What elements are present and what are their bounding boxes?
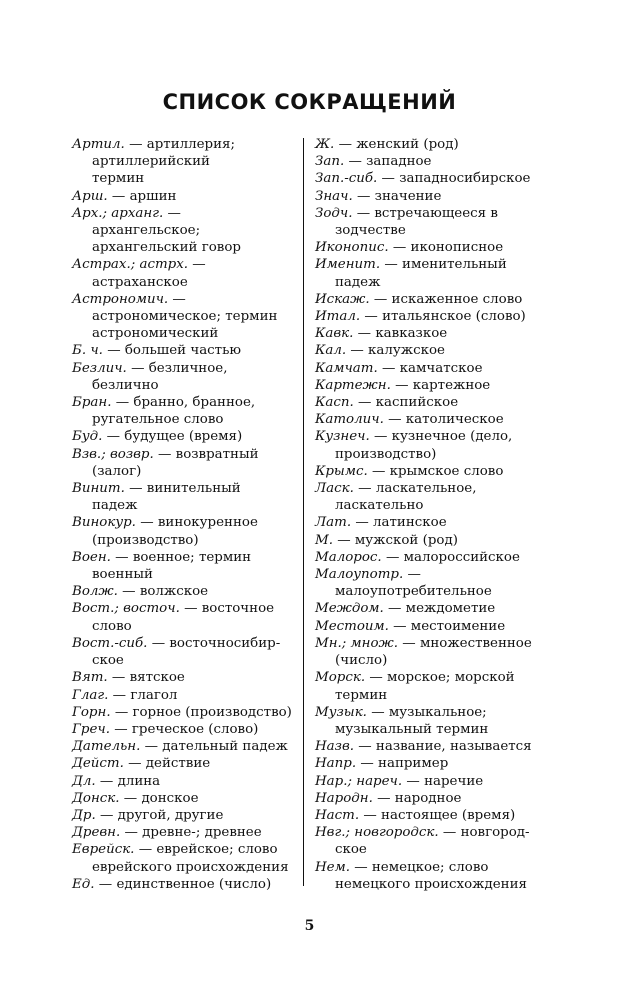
dash-separator: — xyxy=(95,807,118,823)
abbreviation-entry xyxy=(315,480,555,497)
abbreviation-definition: возвратный xyxy=(175,446,259,462)
dash-separator: — xyxy=(365,670,388,686)
abbreviation-term: Зап. xyxy=(315,154,345,170)
abbreviation-definition: новгород- xyxy=(460,825,530,841)
abbreviation-term: Вят. xyxy=(72,670,108,686)
dash-separator: — xyxy=(377,360,400,376)
dash-separator: — xyxy=(366,704,389,720)
abbreviation-entry xyxy=(315,308,555,325)
abbreviation-term: Глаг. xyxy=(72,687,109,703)
dash-separator: — xyxy=(438,825,461,841)
dash-separator: — xyxy=(369,291,392,307)
abbreviation-term: Местоим. xyxy=(315,618,389,634)
abbreviation-definition: встречающееся в xyxy=(374,205,498,221)
abbreviation-term: Нвг.; новгородск. xyxy=(315,825,439,841)
abbreviation-definition: греческое (слово) xyxy=(131,721,259,737)
dash-separator: — xyxy=(120,825,143,841)
abbreviation-entry xyxy=(72,136,294,153)
abbreviation-definition-continued: еврейского происхождения xyxy=(92,859,289,875)
abbreviation-term: Воен. xyxy=(72,549,111,565)
abbreviation-entry xyxy=(72,600,294,617)
abbreviation-definition-continued: ское xyxy=(92,653,124,669)
dash-separator: — xyxy=(388,618,411,634)
abbreviation-definition: действие xyxy=(145,756,211,772)
dash-separator: — xyxy=(124,481,147,497)
abbreviation-term: Арш. xyxy=(72,188,108,204)
abbreviation-entry xyxy=(315,566,555,583)
abbreviation-definition: например xyxy=(378,756,449,772)
abbreviation-entry xyxy=(72,514,294,531)
page-title: СПИСОК СОКРАЩЕНИЙ xyxy=(162,90,457,114)
abbreviation-definition: латинское xyxy=(373,515,447,531)
abbreviation-definition: итальянское (слово) xyxy=(382,309,526,325)
abbreviation-entry xyxy=(315,859,555,876)
abbreviation-entry xyxy=(72,256,294,273)
abbreviation-entry xyxy=(315,411,555,428)
abbreviation-definition: немецкое; слово xyxy=(371,859,489,875)
abbreviation-term: Народн. xyxy=(315,790,373,806)
abbreviation-definition: морское; морской xyxy=(387,670,515,686)
abbreviation-entry xyxy=(315,239,555,256)
dash-separator: — xyxy=(179,601,202,617)
abbreviation-term: Др. xyxy=(72,807,96,823)
dash-separator: — xyxy=(188,257,206,273)
abbreviation-term: Арх.; арханг. xyxy=(72,205,164,221)
abbreviation-entry xyxy=(315,600,555,617)
abbreviation-term: Астрах.; астрх. xyxy=(72,257,189,273)
abbreviation-entry xyxy=(72,773,294,790)
abbreviation-definition: донское xyxy=(141,790,199,806)
column-divider xyxy=(303,138,304,886)
abbreviation-entry xyxy=(315,205,555,222)
abbreviation-definition: музыкальное; xyxy=(388,704,487,720)
abbreviation-definition-continued: производство) xyxy=(335,446,437,462)
abbreviation-entry xyxy=(72,188,294,205)
abbreviation-definition: вятское xyxy=(129,670,185,686)
abbreviation-entry xyxy=(72,790,294,807)
abbreviation-entry xyxy=(315,360,555,377)
abbreviation-entry xyxy=(72,876,294,893)
abbreviation-entry xyxy=(315,291,555,308)
abbreviation-definition: настоящее (время) xyxy=(381,807,516,823)
dash-separator: — xyxy=(109,721,132,737)
dash-separator: — xyxy=(346,343,369,359)
abbreviation-term: Вост.-сиб. xyxy=(72,635,148,651)
dash-separator: — xyxy=(390,377,413,393)
abbreviation-definition-continued: архангельское; xyxy=(92,223,201,239)
dash-separator: — xyxy=(383,601,406,617)
abbreviation-entry xyxy=(72,360,294,377)
abbreviation-term: Вост.; восточ. xyxy=(72,601,180,617)
abbreviation-definition: кавказкое xyxy=(375,326,448,342)
abbreviation-definition: каспийское xyxy=(375,395,459,411)
abbreviation-definition-continued: ское xyxy=(335,842,367,858)
abbreviation-definition-continued: архангельский говор xyxy=(92,240,241,256)
abbreviation-definition-continued: термин xyxy=(335,687,388,703)
abbreviation-definition: народное xyxy=(394,790,462,806)
abbreviation-term: Древн. xyxy=(72,825,121,841)
abbreviation-definition-continued: ругательное слово xyxy=(92,412,224,428)
dash-separator: — xyxy=(353,395,376,411)
abbreviation-definition-continued: (залог) xyxy=(92,463,142,479)
abbreviation-term: Малорос. xyxy=(315,549,382,565)
abbreviation-definition: мужской (род) xyxy=(354,532,458,548)
abbreviation-definition: калужское xyxy=(368,343,445,359)
abbreviation-definition: другой, другие xyxy=(117,807,224,823)
abbreviation-definition: кузнечное (дело, xyxy=(391,429,513,445)
abbreviation-entry xyxy=(315,377,555,394)
abbreviation-definition: еврейское; слово xyxy=(156,842,278,858)
abbreviation-definition-continued: астраханское xyxy=(92,274,188,290)
dash-separator: — xyxy=(134,842,157,858)
abbreviation-term: Иконопис. xyxy=(315,240,389,256)
abbreviation-entry xyxy=(315,635,555,652)
abbreviation-definition: женский (род) xyxy=(356,137,459,152)
dash-separator: — xyxy=(94,876,117,892)
abbreviation-term: Волж. xyxy=(72,584,118,600)
abbreviation-entry xyxy=(315,188,555,205)
abbreviation-entry xyxy=(315,549,555,566)
dash-separator: — xyxy=(388,240,411,256)
dash-separator: — xyxy=(153,446,176,462)
abbreviation-term: Католич. xyxy=(315,412,384,428)
dash-separator: — xyxy=(332,532,355,548)
abbreviation-definition: наречие xyxy=(424,773,484,789)
abbreviation-entry xyxy=(315,807,555,824)
abbreviation-definition-continued: (число) xyxy=(335,653,388,669)
abbreviation-definition: местоимение xyxy=(410,618,506,634)
dash-separator: — xyxy=(381,549,404,565)
abbreviation-definition-continued: астрономический xyxy=(92,326,219,342)
abbreviation-definition-continued: малоупотребительное xyxy=(335,584,492,600)
abbreviation-definition: волжское xyxy=(139,584,209,600)
abbreviation-entry xyxy=(315,514,555,531)
abbreviation-entry xyxy=(72,704,294,721)
abbreviation-definition: название, называется xyxy=(375,739,532,755)
abbreviation-term: Камчат. xyxy=(315,360,378,376)
abbreviation-entry xyxy=(315,704,555,721)
abbreviation-definition: множественное xyxy=(419,635,532,651)
dash-separator: — xyxy=(102,429,125,445)
abbreviation-entry xyxy=(315,618,555,635)
abbreviation-term: Искаж. xyxy=(315,291,370,307)
abbreviation-column-left xyxy=(72,136,294,893)
dash-separator: — xyxy=(377,171,400,187)
abbreviation-term: Донск. xyxy=(72,790,120,806)
dash-separator: — xyxy=(334,137,357,152)
abbreviation-entry xyxy=(315,342,555,359)
dash-separator: — xyxy=(147,635,170,651)
abbreviation-definition: единственное (число) xyxy=(116,876,272,892)
abbreviation-entry xyxy=(72,291,294,308)
abbreviation-definition: западносибирское xyxy=(399,171,531,187)
abbreviation-definition-continued: падеж xyxy=(92,498,138,514)
abbreviation-definition-continued: военный xyxy=(92,567,153,583)
abbreviation-term: Дл. xyxy=(72,773,96,789)
dash-separator: — xyxy=(352,205,375,221)
abbreviation-definition: длина xyxy=(117,773,161,789)
abbreviation-entry xyxy=(315,428,555,445)
abbreviation-definition-continued: термин xyxy=(92,171,145,187)
dash-separator: — xyxy=(351,515,374,531)
dash-separator: — xyxy=(117,584,140,600)
dash-separator: — xyxy=(95,773,118,789)
page-number: 5 xyxy=(304,918,315,934)
abbreviation-definition: междометие xyxy=(405,601,496,617)
abbreviation-term: Б. ч. xyxy=(72,343,103,359)
abbreviation-entry xyxy=(315,170,555,187)
dash-separator: — xyxy=(402,773,425,789)
dash-separator: — xyxy=(344,154,367,170)
abbreviation-term: Напр. xyxy=(315,756,357,772)
abbreviation-definition: восточное xyxy=(201,601,275,617)
abbreviation-entry xyxy=(72,394,294,411)
dash-separator: — xyxy=(398,635,420,651)
abbreviation-term: Буд. xyxy=(72,429,103,445)
abbreviation-term: Крымс. xyxy=(315,463,368,479)
abbreviation-definition-continued: артиллерийский xyxy=(92,154,210,170)
abbreviation-definition: глагол xyxy=(130,687,178,703)
abbreviation-definition: восточносибир- xyxy=(169,635,281,651)
abbreviation-entry xyxy=(72,446,294,463)
abbreviation-entry xyxy=(72,824,294,841)
abbreviation-term: Греч. xyxy=(72,721,110,737)
dash-separator: — xyxy=(360,309,383,325)
abbreviation-definition-continued: немецкого происхождения xyxy=(335,876,527,892)
abbreviation-definition: иконописное xyxy=(410,240,504,256)
abbreviation-entry xyxy=(72,428,294,445)
abbreviation-entry xyxy=(72,480,294,497)
dash-separator: — xyxy=(354,739,376,755)
abbreviation-definition: католическое xyxy=(405,412,504,428)
abbreviation-entry xyxy=(315,325,555,342)
abbreviation-term: Артил. xyxy=(72,137,125,152)
abbreviation-entry xyxy=(315,755,555,772)
dash-separator: — xyxy=(367,463,390,479)
abbreviation-entry xyxy=(72,205,294,222)
dash-separator: — xyxy=(168,291,186,307)
abbreviation-term: Винит. xyxy=(72,481,125,497)
abbreviation-entry xyxy=(72,738,294,755)
abbreviation-definition: именительный xyxy=(402,257,507,273)
abbreviation-term: Касп. xyxy=(315,395,354,411)
abbreviation-entry xyxy=(315,394,555,411)
abbreviation-entry xyxy=(315,773,555,790)
abbreviation-entry xyxy=(315,532,555,549)
abbreviation-definition-continued: падеж xyxy=(335,274,381,290)
abbreviation-term: М. xyxy=(315,532,333,548)
dash-separator: — xyxy=(359,807,382,823)
abbreviation-entry xyxy=(315,790,555,807)
abbreviation-entry xyxy=(315,824,555,841)
abbreviation-definition: дательный падеж xyxy=(162,739,288,755)
dash-separator: — xyxy=(108,687,131,703)
dash-separator: — xyxy=(107,188,130,204)
abbreviation-definition: винительный xyxy=(146,481,241,497)
abbreviation-definition-continued: ласкательно xyxy=(335,498,424,514)
abbreviation-definition: горное (производство) xyxy=(132,704,292,720)
abbreviation-definition-continued: (производство) xyxy=(92,532,199,548)
abbreviation-term: Кавк. xyxy=(315,326,354,342)
abbreviation-entry xyxy=(72,721,294,738)
dash-separator: — xyxy=(140,739,163,755)
abbreviation-term: Именит. xyxy=(315,257,381,273)
abbreviation-definition: безличное, xyxy=(148,360,228,376)
dash-separator: — xyxy=(383,412,406,428)
abbreviation-entry xyxy=(72,549,294,566)
abbreviation-term: Музык. xyxy=(315,704,367,720)
abbreviation-entry xyxy=(72,841,294,858)
abbreviation-definition: древне-; древнее xyxy=(142,825,262,841)
abbreviation-definition: западное xyxy=(366,154,432,170)
abbreviation-term: Кал. xyxy=(315,343,347,359)
abbreviation-term: Лат. xyxy=(315,515,352,531)
abbreviation-term: Наст. xyxy=(315,807,360,823)
dash-separator: — xyxy=(110,549,133,565)
abbreviation-term: Винокур. xyxy=(72,515,136,531)
abbreviation-term: Горн. xyxy=(72,704,111,720)
dash-separator: — xyxy=(349,859,372,875)
abbreviation-definition-continued: слово xyxy=(92,618,132,634)
abbreviation-definition: значение xyxy=(374,188,442,204)
dash-separator: — xyxy=(369,429,392,445)
dash-separator: — xyxy=(107,670,130,686)
abbreviation-term: Междом. xyxy=(315,601,384,617)
abbreviation-term: Назв. xyxy=(315,739,355,755)
abbreviation-term: Ласк. xyxy=(315,481,354,497)
abbreviation-definition-continued: безлично xyxy=(92,377,159,393)
abbreviation-entry xyxy=(72,807,294,824)
abbreviation-definition: артиллерия; xyxy=(146,137,236,152)
abbreviation-definition: ласкательное, xyxy=(375,481,477,497)
abbreviation-definition: будущее (время) xyxy=(124,429,243,445)
abbreviation-entry xyxy=(72,669,294,686)
dash-separator: — xyxy=(124,137,147,152)
abbreviation-definition-continued: музыкальный термин xyxy=(335,721,489,737)
abbreviation-definition: камчатское xyxy=(399,360,483,376)
dash-separator: — xyxy=(135,515,158,531)
abbreviation-entry xyxy=(72,342,294,359)
abbreviation-term: Морск. xyxy=(315,670,366,686)
dash-separator: — xyxy=(372,790,395,806)
abbreviation-term: Дейст. xyxy=(72,756,124,772)
abbreviation-term: Ж. xyxy=(315,137,335,152)
abbreviation-term: Бран. xyxy=(72,395,112,411)
abbreviation-entry xyxy=(72,583,294,600)
dash-separator: — xyxy=(353,481,376,497)
dash-separator: — xyxy=(380,257,403,273)
abbreviation-definition: винокуренное xyxy=(157,515,258,531)
abbreviation-definition: картежное xyxy=(412,377,491,393)
dash-separator: — xyxy=(126,360,149,376)
dash-separator: — xyxy=(356,756,379,772)
abbreviation-term: Нем. xyxy=(315,859,350,875)
dash-separator: — xyxy=(119,790,142,806)
abbreviation-definition: малороссийское xyxy=(403,549,520,565)
dash-separator: — xyxy=(123,756,146,772)
abbreviation-term: Ед. xyxy=(72,876,95,892)
abbreviation-entry xyxy=(72,635,294,652)
abbreviation-term: Мн.; множ. xyxy=(315,635,399,651)
abbreviation-term: Знач. xyxy=(315,188,353,204)
abbreviation-entry xyxy=(315,738,555,755)
abbreviation-term: Кузнеч. xyxy=(315,429,370,445)
abbreviation-definition-continued: зодчестве xyxy=(335,223,406,239)
abbreviation-entry xyxy=(315,256,555,273)
abbreviation-term: Зап.-сиб. xyxy=(315,171,378,187)
abbreviation-term: Взв.; возвр. xyxy=(72,446,154,462)
abbreviation-entry xyxy=(315,669,555,686)
abbreviation-entry xyxy=(315,463,555,480)
abbreviation-term: Безлич. xyxy=(72,360,127,376)
dash-separator: — xyxy=(102,343,125,359)
abbreviation-column-right xyxy=(315,136,555,893)
abbreviation-entry xyxy=(72,755,294,772)
abbreviation-entry xyxy=(315,136,555,153)
abbreviation-term: Зодч. xyxy=(315,205,353,221)
abbreviation-term: Дательн. xyxy=(72,739,141,755)
abbreviation-definition: аршин xyxy=(129,188,177,204)
dash-separator: — xyxy=(403,567,421,583)
abbreviation-definition: бранно, бранное, xyxy=(133,395,256,411)
abbreviation-term: Итал. xyxy=(315,309,361,325)
abbreviation-definition-continued: астрономическое; термин xyxy=(92,309,278,325)
abbreviation-entry xyxy=(72,687,294,704)
abbreviation-term: Нар.; нареч. xyxy=(315,773,403,789)
abbreviation-definition: крымское слово xyxy=(389,463,504,479)
abbreviation-entry xyxy=(315,153,555,170)
abbreviation-term: Еврейск. xyxy=(72,842,135,858)
abbreviation-term: Малоупотр. xyxy=(315,567,404,583)
dash-separator: — xyxy=(353,326,376,342)
dash-separator: — xyxy=(163,205,181,221)
dash-separator: — xyxy=(111,395,134,411)
dash-separator: — xyxy=(352,188,375,204)
abbreviation-definition: военное; термин xyxy=(132,549,252,565)
abbreviation-term: Астрономич. xyxy=(72,291,169,307)
abbreviation-term: Картежн. xyxy=(315,377,391,393)
abbreviation-definition: искаженное слово xyxy=(391,291,523,307)
dash-separator: — xyxy=(110,704,133,720)
abbreviation-definition: большей частью xyxy=(124,343,242,359)
